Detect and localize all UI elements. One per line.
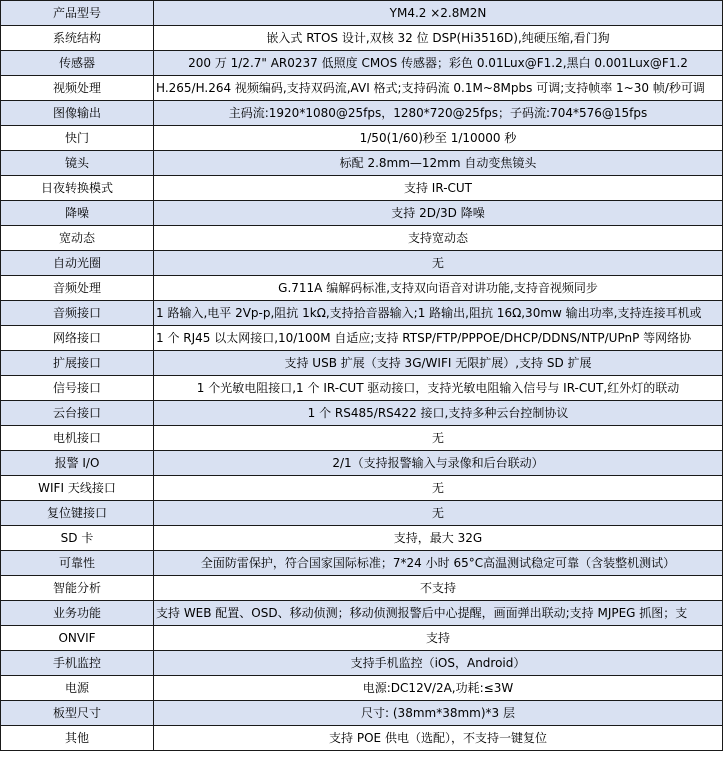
spec-label: 信号接口 [1,376,154,401]
spec-label: 镜头 [1,151,154,176]
spec-value: 1 个光敏电阻接口,1 个 IR-CUT 驱动接口，支持光敏电阻输入信号与 IR-CUT,红外灯的联动 [154,376,723,401]
spec-label: 云台接口 [1,401,154,426]
spec-row [1,276,723,301]
spec-value: 电源:DC12V/2A,功耗:≤3W [154,676,723,701]
spec-label: 图像输出 [1,101,154,126]
spec-value: 支持 USB 扩展（支持 3G/WIFI 无限扩展）,支持 SD 扩展 [154,351,723,376]
spec-label: 传感器 [1,51,154,76]
spec-label: 自动光圈 [1,251,154,276]
spec-label: 网络接口 [1,326,154,351]
spec-value: 2/1（支持报警输入与录像和后台联动） [154,451,723,476]
spec-value: 支持，最大 32G [154,526,723,551]
spec-row [1,151,723,176]
spec-value: 标配 2.8mm—12mm 自动变焦镜头 [154,151,723,176]
spec-value: 1 路输入,电平 2Vp-p,阻抗 1kΩ,支持拾音器输入;1 路输出,阻抗 16Ω,30mw 输出功率,支持连接耳机或 [154,301,723,326]
spec-value: G.711A 编解码标准,支持双向语音对讲功能,支持音视频同步 [154,276,723,301]
spec-value: 1 个 RS485/RS422 接口,支持多种云台控制协议 [154,401,723,426]
spec-value: 无 [154,251,723,276]
spec-value: 全面防雷保护，符合国家国际标准；7*24 小时 65°C高温测试稳定可靠（含装整机测试） [154,551,723,576]
spec-label: 报警 I/O [1,451,154,476]
spec-row [1,176,723,201]
spec-row [1,601,723,626]
spec-row [1,401,723,426]
spec-label: 音频接口 [1,301,154,326]
spec-label: 快门 [1,126,154,151]
spec-value: H.265/H.264 视频编码,支持双码流,AVI 格式;支持码流 0.1M~8Mpbs 可调;支持帧率 1~30 帧/秒可调 [154,76,723,101]
spec-label: 产品型号 [1,1,154,26]
spec-row [1,476,723,501]
spec-value: 支持 POE 供电（选配），不支持一键复位 [154,726,723,751]
spec-value: 嵌入式 RTOS 设计,双核 32 位 DSP(Hi3516D),纯硬压缩,看门狗 [154,26,723,51]
spec-label: 电源 [1,676,154,701]
spec-label: 手机监控 [1,651,154,676]
spec-row [1,701,723,726]
spec-row [1,626,723,651]
spec-row [1,301,723,326]
spec-row [1,726,723,751]
spec-label: 降噪 [1,201,154,226]
spec-value: 1 个 RJ45 以太网接口,10/100M 自适应;支持 RTSP/FTP/PPPOE/DHCP/DDNS/NTP/UPnP 等网络协 [154,326,723,351]
spec-value: 支持 IR-CUT [154,176,723,201]
spec-row [1,676,723,701]
spec-label: 电机接口 [1,426,154,451]
spec-row [1,101,723,126]
spec-value: 无 [154,476,723,501]
spec-label: 板型尺寸 [1,701,154,726]
spec-row [1,501,723,526]
spec-value: 不支持 [154,576,723,601]
spec-row [1,26,723,51]
spec-label: 宽动态 [1,226,154,251]
spec-row [1,526,723,551]
spec-row [1,1,723,26]
spec-label: 可靠性 [1,551,154,576]
spec-value: 无 [154,426,723,451]
spec-value: 尺寸: (38mm*38mm)*3 层 [154,701,723,726]
spec-row [1,551,723,576]
spec-row [1,351,723,376]
spec-value: 支持 WEB 配置、OSD、移动侦测；移动侦测报警后中心提醒，画面弹出联动;支持 MJPEG 抓图；支 [154,601,723,626]
spec-row [1,251,723,276]
spec-label: 扩展接口 [1,351,154,376]
spec-row [1,576,723,601]
spec-row [1,126,723,151]
spec-label: 视频处理 [1,76,154,101]
spec-row [1,76,723,101]
spec-value: 支持 [154,626,723,651]
spec-value: 200 万 1/2.7" AR0237 低照度 CMOS 传感器；彩色 0.01Lux@F1.2,黑白 0.001Lux@F1.2 [154,51,723,76]
spec-row [1,201,723,226]
spec-row [1,226,723,251]
spec-label: SD 卡 [1,526,154,551]
spec-label: 音频处理 [1,276,154,301]
spec-row [1,426,723,451]
spec-value: 支持宽动态 [154,226,723,251]
spec-value: 支持手机监控（iOS，Android） [154,651,723,676]
spec-row [1,651,723,676]
spec-value: 支持 2D/3D 降噪 [154,201,723,226]
spec-label: 系统结构 [1,26,154,51]
spec-row [1,326,723,351]
spec-label: 复位键接口 [1,501,154,526]
spec-label: 日夜转换模式 [1,176,154,201]
spec-label: ONVIF [1,626,154,651]
spec-value: 无 [154,501,723,526]
spec-label: 业务功能 [1,601,154,626]
spec-row [1,376,723,401]
spec-value: YM4.2 ×2.8M2N [154,1,723,26]
spec-label: WIFI 天线接口 [1,476,154,501]
spec-table-body [1,1,723,751]
spec-value: 1/50(1/60)秒至 1/10000 秒 [154,126,723,151]
spec-value: 主码流:1920*1080@25fps，1280*720@25fps；子码流:704*576@15fps [154,101,723,126]
spec-row [1,451,723,476]
spec-label: 智能分析 [1,576,154,601]
spec-label: 其他 [1,726,154,751]
spec-row [1,51,723,76]
